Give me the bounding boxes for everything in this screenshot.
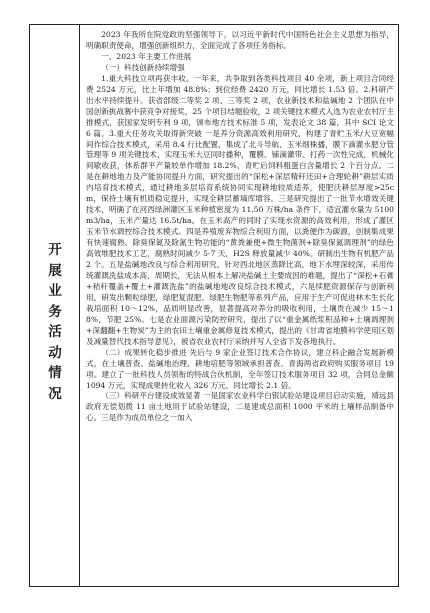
side-title — [30, 240, 80, 404]
form-table — [29, 24, 399, 587]
platform-construction-paragraph: （三）科研平台建设成效显著 一是国家农业科学白银试验站建设项目启动实施，靖远县政府无偿划拨 11 亩土地用于试验站建设，二是建成总面积 1000 平米的土壤样品制备中心。三是作为成员单位之一加入 — [86, 391, 394, 423]
side-title-char: 开 — [48, 242, 62, 258]
side-title-char: 况 — [48, 385, 62, 402]
side-title-cell — [30, 25, 80, 586]
side-title-char: 情 — [48, 365, 62, 381]
side-title-char: 动 — [48, 344, 62, 361]
side-title-char: 展 — [48, 262, 62, 279]
subsection-title: （一）科技创新持续增强 — [101, 62, 185, 72]
side-title-char: 务 — [48, 303, 62, 320]
intro-paragraph: 2023 年我所在院党政的坚强领导下，以习近平新时代中国特色社会主义思想为指导，明确职责使命，增强创新组织力，全面完成了各项任务指标。 — [86, 30, 394, 50]
side-title-char: 活 — [48, 324, 62, 340]
tech-innovation-paragraph: 1.重大科技立项再获丰收。一年来，共争取到各类科技项目 40 余项，新上项目合同经费 2524 万元，比上年增加 48.8%；到位经费 2420 万元，同比增长 1.53 倍。2.科研产出水平持续提升。获省部级二等奖 2 项、三等奖 2 项，农业新技术和盐碱地 2 个团队在中国创新挑战赛中获竞争对接奖，25 个项目结题验收，2 项关键技术模式入选为农业农村厅主推模式，获国家发明专利 9 项，颁布地方技术标准 5 项，发表论文 38 篇，其中 SCI 论文 6 篇。3.重大任务攻关取得新突破 一是养分资源高效利用研究，构建了青贮玉米/大豆宽幅间作综合技术模式，采用 8.4 行比配置，集成了北斗导航、玉米细株播，膜下滴灌水肥分管管理等 9 项关键技术，实现玉米大豆同时播种，覆膜、铺滴灌带、打药一次性完成，机械化间歇收获，体系群平产量较单作增加 18.2%，青贮后饲料粗蛋白含量增长 2 个百分点。二是在耕地地力及产能协同提升方面，研究提出的“深松+深层精秆还田+合理轮耕”耕层实质内培育技术模式，通过耕地多层培育系统协同实现耕地较质适养，使肥沃耕层厚度>25cm，保持土壤有机质稳定提升，实现全耕层蓄墒库增容。三是研究提出了一批节水增效关键技术，明确了在河西绿洲灌区玉米种植密度为 11.50 万株/ha 条件下，适宜灌水量为 5100m3/ha，玉米产量达 16.5t/ha。在玉米高产的同时了实现水资源的高效利用，形成了灌区玉米节水调控综合技术模式。四是养殖废弃物综合利用方面，以粪便作为碳源，创制集成果有快速腐熟、除臭保氮及除氮生物功能的“黄粪兼便+微生物菌剂+除臭保氮调理剂”的绿色高效堆肥技术工艺，腐熟时间减少 5-7 天，H2S 释放量减少 40%。研制出生物有机肥产品 2 个。五是盐碱地改良与综合利用研究，针对西北地区蒸降比高，地下水埋深较深，采用传统灌溉洗盐成本高，周期长，无法从根本上解决盐碱土主要成因的难题，提出了“深松+石膏+秸秆覆盖+覆土+灌溉洗盐”的盐碱地地改良综合技术模式，六是续肥资源保存与创新利用，研发出颗粒绿肥，绿肥复混肥、绿肥生物肥等系列产品，应用于生产可促进林木生长化栽培面积 10～12%，品质明显改善，显著提高对养分的吸收利用，土壤贵在减少 15～18%，节肥 25%。七是农业面源污染防控研究，提出了以“重金属纸浆积品种+土壤调理剂+深翻翻+生物炭”为主的农田土壤重金属修复技术模式，提出的《甘肃省地膜科学使用区划及减量替代技术指导意见》，被省农业农村厅采纳并写入全省下发各地执行。 — [86, 73, 394, 346]
side-title-char: 业 — [48, 283, 62, 299]
section-heading: 一、2023 年主要工作进展 — [101, 51, 192, 61]
achievement-transfer-paragraph: （二）成果转化稳步推进 先后与 9 家企业签订技术合作协议，建立科企融合发展新模式，在土壤普查、盐碱地治理、耕地培肥等领域承担普查、青海两省政府购买服务项目 19 项。建立了一批科技人员领衔的特战合伙机制，全年签订技术服务项目 32 项，合同总金额 1094 万元，实现成果转化收入 326 万元，同比增长 2.1 倍。 — [86, 347, 394, 390]
content-cell — [86, 30, 394, 582]
